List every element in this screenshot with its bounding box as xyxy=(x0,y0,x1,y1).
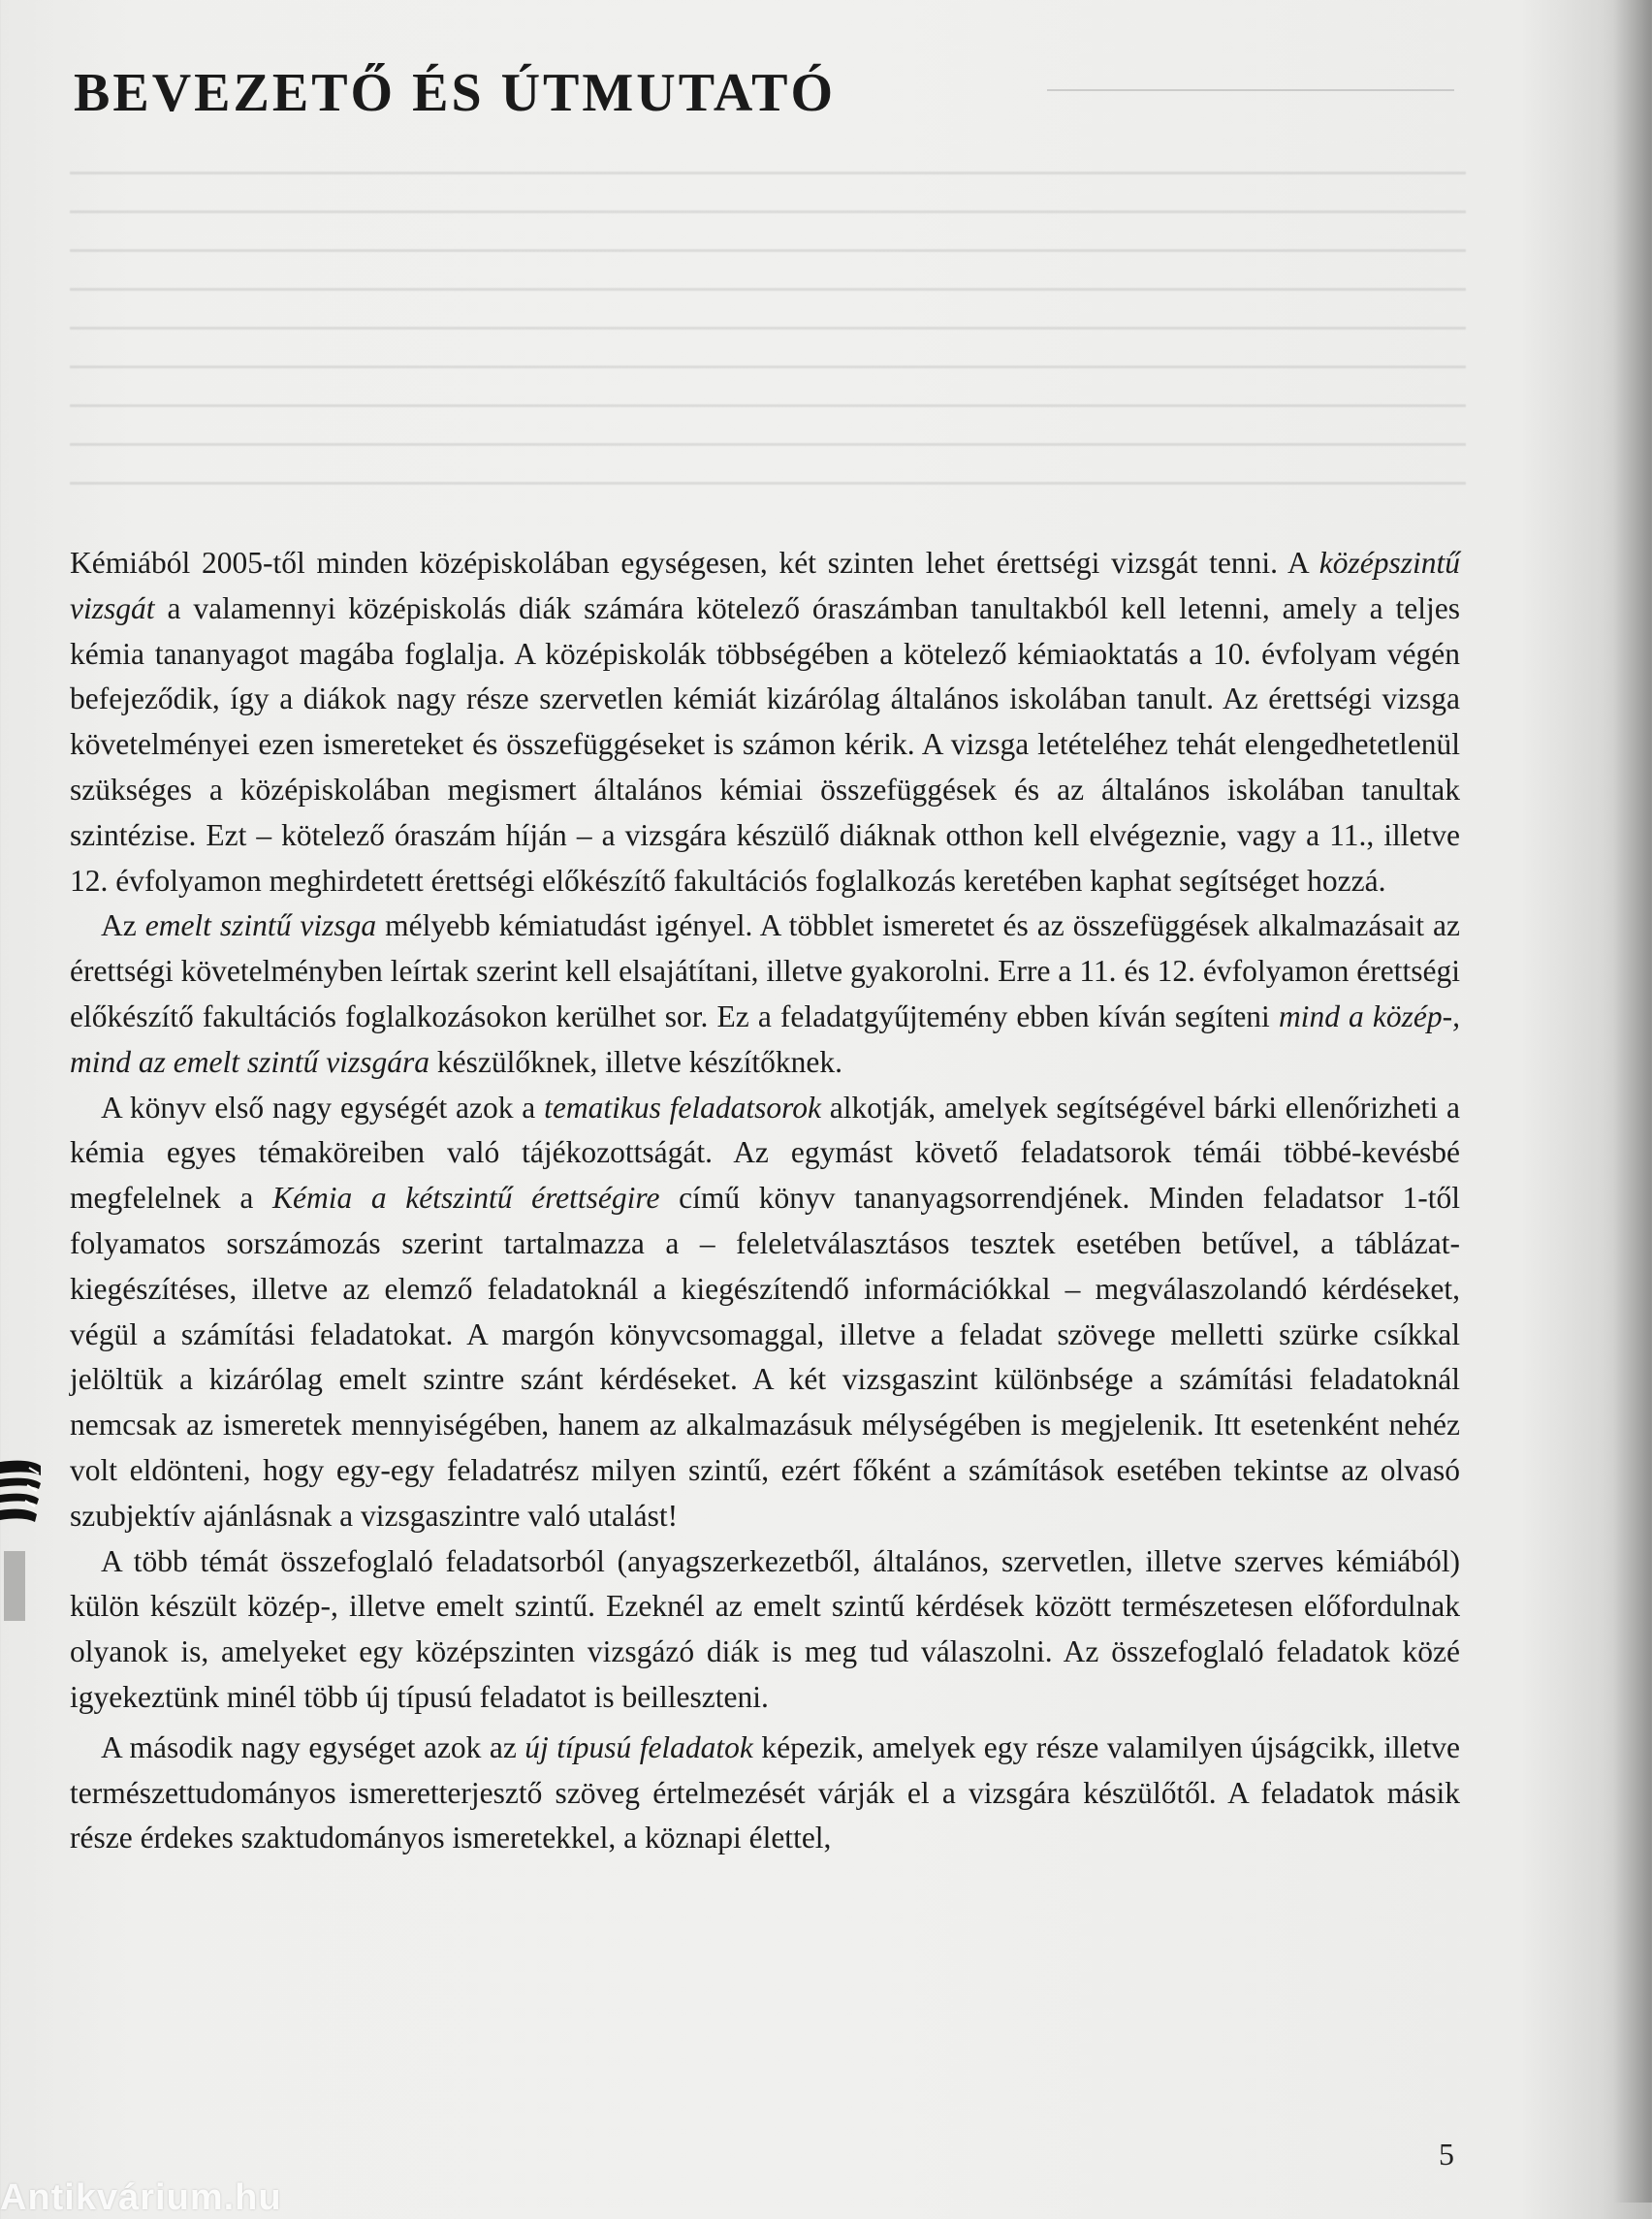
italic-phrase: Kémia a kétszintű érettségire xyxy=(271,1181,660,1216)
text-run: Az xyxy=(101,908,145,943)
text-run: a valamennyi középiskolás diák számára kötelező óraszámban tanultakból kell letenni, amely a teljes kémia tananyagot magába foglalja. A középiskolák többségében a kötelező kémiaoktatás a 10. évfolyam végén befejeződik, így a diákok nagy része szervetlen kémiát kizárólag általános iskolában tanult. Az érettségi vizsga követelményei ezen ismereteket és összefüggéseket is számon kérik. A vizsga letételéhez tehát elengedhetetlenül szükséges a középiskolában megismert általános kémiai összefüggések és az általános iskolában tanultak szintézise. Ezt – kötelező óraszám híján – a vizsgára készülő diáknak otthon kell elvégeznie, vagy a 11., illetve 12. évfolyamon meghirdetett érettségi előkészítő fakultációs foglalkozás keretében kaphat segítséget hozzá. xyxy=(70,590,1460,898)
italic-phrase: középszintű vizsgát xyxy=(70,546,1460,625)
text-run: Kémiából 2005-től minden középiskolában egységesen, két szinten lehet érettségi vizsgát tenni. A xyxy=(70,546,1319,580)
text-run: című könyv tananyagsorrendjének. Minden feladatsor 1-től folyamatos sorszámozás szerint tartalmazza a – feleletválasztásos tesztek esetében betűvel, a táblázat-kiegészítéses, illetve az elemző feladatoknál a kiegészítendő információkkal – megválaszolandó kérdéseket, végül a számítási feladatokat. A margón könyvcsomaggal, illetve a feladat szövege melletti szürke csíkkal jelöltük a kizárólag emelt szintre szánt kérdéseket. A két vizsgaszint különbsége a számítási feladatoknál nemcsak az ismeretek mennyiségében, hanem az alkalmazásuk mélységében is megjelenik. Itt esetenként nehéz volt eldönteni, hogy egy-egy feladatrész milyen szintű, ezért főként a számítások esetében tekintse az olvasó szubjektív ajánlásnak a vizsgaszintre való utalást! xyxy=(70,1181,1461,1533)
text-run: készülőknek, illetve készítőknek. xyxy=(429,1044,843,1079)
text-run: A több témát összefoglaló feladatsorból (anyagszerkezetből, általános, szervetlen, illetve szerves kémiából) külön készült közép-, illetve emelt szintű. Ezeknél az emelt szintű kérdések között természetesen előfordulnak olyanok is, amelyeket egy középszinten vizsgázó diák is meg tud válaszolni. Az összefoglaló feladatok közé igyekeztünk minél több új típusú feladatot is beilleszteni. xyxy=(70,1543,1460,1714)
text-run: A könyv első nagy egységét azok a xyxy=(101,1090,545,1125)
italic-phrase: új típusú feladatok xyxy=(524,1729,753,1764)
italic-phrase: mind a közép-, mind az emelt szintű vizsgára xyxy=(70,999,1460,1079)
paragraph xyxy=(70,541,1460,903)
italic-phrase: tematikus feladatsorok xyxy=(544,1090,821,1125)
emelt-szint-marker-bar xyxy=(4,1551,25,1621)
body-text xyxy=(70,541,1460,1861)
paragraph xyxy=(70,1086,1460,1539)
paragraph xyxy=(70,1726,1460,1861)
paragraph xyxy=(70,903,1460,1085)
text-run: alkotják, amelyek segítségével bárki ellenőrizheti a kémia egyes témaköreiben való tájékozottságát. Az egymást követő feladatsorok témái többé-kevésbé megfelelnek a xyxy=(70,1090,1460,1216)
text-run: A második nagy egységet azok az xyxy=(101,1729,525,1764)
page-gutter-shadow xyxy=(1613,0,1652,2203)
watermark: Antikvárium.hu xyxy=(0,2177,282,2218)
book-stack-icon xyxy=(0,1454,43,1541)
paragraph xyxy=(70,1539,1460,1721)
page-number: 5 xyxy=(1439,2137,1454,2171)
page-title: BEVEZETŐ ÉS ÚTMUTATÓ xyxy=(74,63,837,123)
text-run: képezik, amelyek egy része valamilyen újságcikk, illetve természettudományos ismeretterjesztő szöveg értelmezését várják el a vizsgára készülőtől. A feladatok másik része érdekes szaktudományos ismeretekkel, a köznapi élettel, xyxy=(70,1729,1460,1855)
bleed-through-text xyxy=(70,136,1466,504)
bleed-through-rule xyxy=(1047,89,1454,91)
text-run: mélyebb kémiatudást igényel. A többlet ismeretet és az összefüggések alkalmazásait az érettségi követelményben leírtak szerint kell elsajátítani, illetve gyakorolni. Erre a 11. és 12. évfolyamon érettségi előkészítő fakultációs foglalkozásokon kerülhet sor. Ez a feladatgyűjtemény ebben kíván segíteni xyxy=(70,908,1460,1033)
italic-phrase: emelt szintű vizsga xyxy=(144,908,377,943)
